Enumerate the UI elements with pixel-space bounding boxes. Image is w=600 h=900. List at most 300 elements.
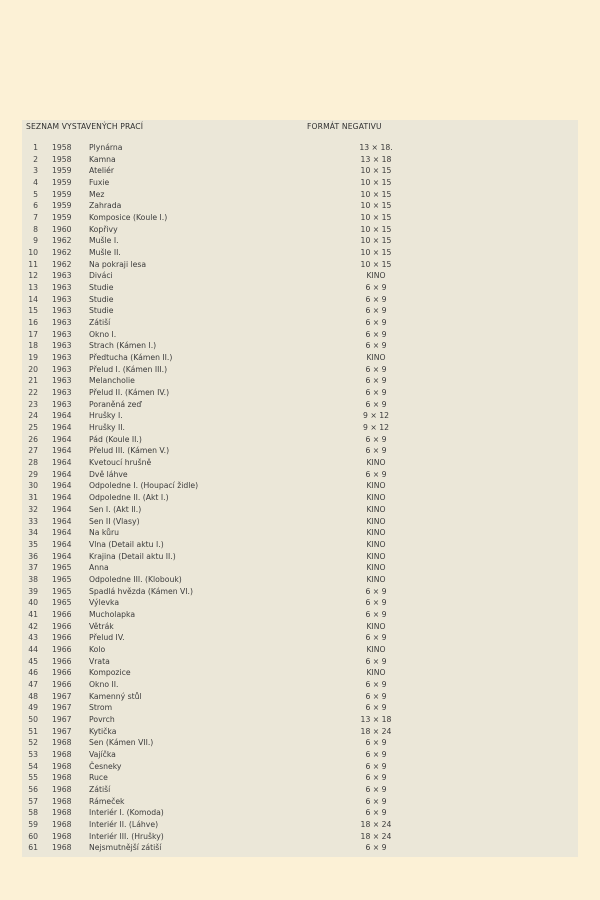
- item-year: 1968: [52, 808, 72, 818]
- item-number: 57: [28, 796, 38, 806]
- list-item: [0, 632, 600, 644]
- list-item: [0, 691, 600, 703]
- item-year: 1964: [52, 469, 72, 479]
- item-format: 10 × 15: [360, 248, 392, 258]
- item-title: Výlevka: [89, 598, 120, 608]
- item-format: 10 × 15: [360, 178, 392, 188]
- item-number: 39: [28, 586, 38, 596]
- item-title: Dvě láhve: [89, 469, 128, 479]
- item-title: Hrušky II.: [89, 423, 125, 433]
- item-format: KINO: [366, 493, 386, 503]
- list-item: [0, 422, 600, 434]
- item-number: 29: [28, 469, 38, 479]
- item-title: Vajíčka: [89, 749, 116, 759]
- item-year: 1959: [52, 178, 72, 188]
- list-item: [0, 586, 600, 598]
- item-title: Diváci: [89, 271, 113, 281]
- item-number: 15: [28, 306, 38, 316]
- list-item: [0, 329, 600, 341]
- item-year: 1965: [52, 598, 72, 608]
- item-title: Sen I. (Akt II.): [89, 504, 142, 514]
- item-title: Ateliér: [89, 166, 115, 176]
- item-year: 1967: [52, 726, 72, 736]
- list-item: [0, 259, 600, 271]
- list-item: [0, 364, 600, 376]
- item-format: 9 × 12: [362, 411, 389, 421]
- item-year: 1963: [52, 271, 72, 281]
- item-number: 51: [28, 726, 38, 736]
- item-format: 6 × 9: [365, 609, 387, 619]
- list-item: [0, 726, 600, 738]
- list-item: [0, 796, 600, 808]
- list-item: [0, 679, 600, 691]
- list-item: [0, 551, 600, 563]
- item-number: 13: [28, 283, 38, 293]
- item-format: KINO: [366, 481, 386, 491]
- list-item: [0, 702, 600, 714]
- item-number: 22: [28, 388, 38, 398]
- item-year: 1963: [52, 341, 72, 351]
- item-number: 54: [28, 761, 38, 771]
- item-year: 1959: [52, 166, 72, 176]
- item-format: KINO: [366, 563, 386, 573]
- item-format: 6 × 9: [365, 761, 387, 771]
- item-title: Interiér II. (Láhve): [89, 819, 159, 829]
- list-item: [0, 656, 600, 668]
- list-item: [0, 831, 600, 843]
- item-format: 6 × 9: [365, 843, 387, 853]
- item-number: 2: [33, 154, 38, 164]
- item-number: 18: [28, 341, 38, 351]
- item-format: KINO: [366, 528, 386, 538]
- item-title: Studie: [89, 283, 114, 293]
- item-format: KINO: [366, 516, 386, 526]
- list-item: [0, 165, 600, 177]
- item-year: 1964: [52, 504, 72, 514]
- item-number: 49: [28, 703, 38, 713]
- item-number: 59: [28, 819, 38, 829]
- list-item: [0, 189, 600, 201]
- list-item: [0, 177, 600, 189]
- item-number: 19: [28, 353, 38, 363]
- item-year: 1964: [52, 539, 72, 549]
- list-item: [0, 410, 600, 422]
- item-number: 38: [28, 574, 38, 584]
- list-item: [0, 399, 600, 411]
- item-title: Česneky: [89, 761, 122, 771]
- item-format: 6 × 9: [365, 679, 387, 689]
- item-format: 6 × 9: [365, 808, 387, 818]
- item-year: 1964: [52, 493, 72, 503]
- item-title: Melancholie: [89, 376, 135, 386]
- item-title: Přelud III. (Kámen V.): [89, 446, 170, 456]
- item-number: 27: [28, 446, 38, 456]
- item-format: 13 × 18: [360, 154, 392, 164]
- item-format: 6 × 9: [365, 656, 387, 666]
- item-year: 1967: [52, 714, 72, 724]
- item-title: Kytička: [89, 726, 117, 736]
- item-title: Rámeček: [89, 796, 125, 806]
- item-year: 1965: [52, 586, 72, 596]
- item-title: Mušle II.: [89, 248, 121, 258]
- item-format: 6 × 9: [365, 399, 387, 409]
- list-item: [0, 235, 600, 247]
- item-number: 43: [28, 633, 38, 643]
- item-number: 56: [28, 784, 38, 794]
- list-item: [0, 282, 600, 294]
- item-number: 23: [28, 399, 38, 409]
- item-format: KINO: [366, 539, 386, 549]
- item-year: 1963: [52, 388, 72, 398]
- item-number: 61: [28, 843, 38, 853]
- item-format: 6 × 9: [365, 318, 387, 328]
- item-year: 1962: [52, 248, 72, 258]
- item-format: 18 × 24: [360, 726, 392, 736]
- item-title: Sen (Kámen VII.): [89, 738, 154, 748]
- item-title: Kopřivy: [89, 224, 118, 234]
- list-item: [0, 644, 600, 656]
- item-number: 37: [28, 563, 38, 573]
- list-item: [0, 539, 600, 551]
- item-title: Zátiší: [89, 318, 111, 328]
- item-title: Poraněná zeď: [89, 399, 142, 409]
- item-number: 58: [28, 808, 38, 818]
- item-format: KINO: [366, 271, 386, 281]
- list-item: [0, 574, 600, 586]
- item-year: 1964: [52, 528, 72, 538]
- list-item: [0, 807, 600, 819]
- item-title: Plynárna: [89, 143, 123, 152]
- item-format: 6 × 9: [365, 341, 387, 351]
- item-title: Kamna: [89, 154, 116, 164]
- item-title: Mucholapka: [89, 609, 136, 619]
- item-number: 6: [33, 201, 38, 211]
- item-number: 42: [28, 621, 38, 631]
- item-year: 1968: [52, 831, 72, 841]
- item-format: 18 × 24: [360, 831, 392, 841]
- heading-exhibited-works: SEZNAM VYSTAVENÝCH PRACÍ: [26, 122, 144, 131]
- item-number: 17: [28, 329, 38, 339]
- item-number: 4: [33, 178, 38, 188]
- item-format: 10 × 15: [360, 236, 392, 246]
- item-number: 8: [33, 224, 38, 234]
- item-number: 31: [28, 493, 38, 503]
- item-year: 1964: [52, 458, 72, 468]
- list-item: [0, 352, 600, 364]
- item-format: 10 × 15: [360, 201, 392, 211]
- item-format: KINO: [366, 574, 386, 584]
- item-title: Strach (Kámen I.): [89, 341, 157, 351]
- item-year: 1966: [52, 609, 72, 619]
- item-number: 60: [28, 831, 38, 841]
- item-title: Kamenný stůl: [89, 691, 142, 701]
- works-list: [0, 142, 600, 854]
- item-year: 1966: [52, 633, 72, 643]
- item-year: 1959: [52, 201, 72, 211]
- item-format: 6 × 9: [365, 749, 387, 759]
- item-title: Kvetoucí hrušně: [89, 458, 152, 468]
- item-format: 18 × 24: [360, 819, 392, 829]
- heading-negative-format: FORMÁT NEGATIVU: [307, 122, 382, 131]
- list-item: [0, 469, 600, 481]
- item-format: KINO: [366, 621, 386, 631]
- list-item: [0, 562, 600, 574]
- item-format: 10 × 15: [360, 259, 392, 269]
- item-number: 52: [28, 738, 38, 748]
- item-title: Ruce: [89, 773, 108, 783]
- item-year: 1964: [52, 411, 72, 421]
- list-item: [0, 142, 600, 154]
- item-number: 46: [28, 668, 38, 678]
- item-year: 1964: [52, 423, 72, 433]
- item-year: 1958: [52, 154, 72, 164]
- item-year: 1964: [52, 434, 72, 444]
- item-title: Zátiší: [89, 784, 111, 794]
- item-year: 1963: [52, 376, 72, 386]
- item-number: 44: [28, 644, 38, 654]
- item-year: 1963: [52, 329, 72, 339]
- item-year: 1963: [52, 353, 72, 363]
- item-number: 36: [28, 551, 38, 561]
- list-item: [0, 737, 600, 749]
- item-year: 1962: [52, 259, 72, 269]
- item-title: Kompozice: [89, 668, 131, 678]
- list-item: [0, 819, 600, 831]
- item-format: KINO: [366, 504, 386, 514]
- item-title: Přelud II. (Kámen IV.): [89, 388, 170, 398]
- list-item: [0, 457, 600, 469]
- list-item: [0, 340, 600, 352]
- list-item: [0, 375, 600, 387]
- item-format: 6 × 9: [365, 773, 387, 783]
- list-item: [0, 784, 600, 796]
- item-year: 1968: [52, 738, 72, 748]
- item-year: 1959: [52, 213, 72, 223]
- item-number: 1: [33, 143, 38, 152]
- item-format: 6 × 9: [365, 796, 387, 806]
- list-item: [0, 305, 600, 317]
- list-item: [0, 480, 600, 492]
- item-format: 10 × 15: [360, 166, 392, 176]
- item-number: 28: [28, 458, 38, 468]
- item-year: 1965: [52, 574, 72, 584]
- item-number: 47: [28, 679, 38, 689]
- item-title: Okno I.: [89, 329, 117, 339]
- item-number: 32: [28, 504, 38, 514]
- item-format: 10 × 15: [360, 213, 392, 223]
- item-year: 1968: [52, 773, 72, 783]
- item-title: Větrák: [89, 621, 114, 631]
- item-format: 6 × 9: [365, 703, 387, 713]
- item-format: 6 × 9: [365, 283, 387, 293]
- item-year: 1966: [52, 644, 72, 654]
- item-number: 41: [28, 609, 38, 619]
- item-year: 1966: [52, 679, 72, 689]
- item-format: 13 × 18.: [359, 143, 393, 152]
- list-item: [0, 667, 600, 679]
- item-title: Studie: [89, 294, 114, 304]
- item-number: 10: [28, 248, 38, 258]
- item-number: 55: [28, 773, 38, 783]
- item-year: 1963: [52, 318, 72, 328]
- item-number: 30: [28, 481, 38, 491]
- item-title: Pád (Koule II.): [89, 434, 142, 444]
- item-number: 12: [28, 271, 38, 281]
- item-number: 20: [28, 364, 38, 374]
- list-item: [0, 621, 600, 633]
- item-year: 1965: [52, 563, 72, 573]
- item-year: 1960: [52, 224, 72, 234]
- item-year: 1964: [52, 516, 72, 526]
- item-title: Na pokraji lesa: [89, 259, 147, 269]
- item-year: 1962: [52, 236, 72, 246]
- item-year: 1963: [52, 306, 72, 316]
- list-item: [0, 504, 600, 516]
- item-format: 6 × 9: [365, 434, 387, 444]
- item-format: KINO: [366, 458, 386, 468]
- item-number: 11: [28, 259, 38, 269]
- item-format: 6 × 9: [365, 691, 387, 701]
- item-number: 50: [28, 714, 38, 724]
- item-format: 9 × 12: [362, 423, 389, 433]
- item-title: Předtucha (Kámen II.): [89, 353, 173, 363]
- item-number: 16: [28, 318, 38, 328]
- item-year: 1968: [52, 784, 72, 794]
- item-year: 1964: [52, 551, 72, 561]
- item-title: Povrch: [89, 714, 115, 724]
- item-year: 1959: [52, 189, 72, 199]
- list-item: [0, 609, 600, 621]
- item-title: Strom: [89, 703, 113, 713]
- item-title: Přelud I. (Kámen III.): [89, 364, 168, 374]
- item-format: 6 × 9: [365, 329, 387, 339]
- item-title: Zahrada: [89, 201, 122, 211]
- item-format: 6 × 9: [365, 364, 387, 374]
- item-format: 6 × 9: [365, 306, 387, 316]
- list-item: [0, 434, 600, 446]
- item-title: Komposice (Koule I.): [89, 213, 168, 223]
- item-number: 14: [28, 294, 38, 304]
- list-item: [0, 527, 600, 539]
- item-title: Kolo: [89, 644, 106, 654]
- item-year: 1966: [52, 656, 72, 666]
- item-number: 53: [28, 749, 38, 759]
- list-item: [0, 270, 600, 282]
- item-format: 10 × 15: [360, 189, 392, 199]
- item-number: 21: [28, 376, 38, 386]
- item-year: 1963: [52, 294, 72, 304]
- item-year: 1966: [52, 621, 72, 631]
- item-title: Vrata: [89, 656, 110, 666]
- item-year: 1964: [52, 481, 72, 491]
- item-title: Krajina (Detail aktu II.): [89, 551, 176, 561]
- item-number: 9: [33, 236, 38, 246]
- item-title: Interiér I. (Komoda): [89, 808, 164, 818]
- item-title: Fuxie: [89, 178, 110, 188]
- item-number: 35: [28, 539, 38, 549]
- item-number: 5: [33, 189, 38, 199]
- item-year: 1958: [52, 143, 72, 152]
- item-number: 7: [33, 213, 38, 223]
- item-title: Sen II (Vlasy): [89, 516, 140, 526]
- item-year: 1968: [52, 749, 72, 759]
- item-title: Studie: [89, 306, 114, 316]
- item-format: 6 × 9: [365, 388, 387, 398]
- list-item: [0, 212, 600, 224]
- item-number: 45: [28, 656, 38, 666]
- item-format: KINO: [366, 353, 386, 363]
- item-year: 1963: [52, 283, 72, 293]
- item-year: 1964: [52, 446, 72, 456]
- item-year: 1968: [52, 761, 72, 771]
- item-format: 13 × 18: [360, 714, 392, 724]
- item-number: 26: [28, 434, 38, 444]
- item-year: 1967: [52, 691, 72, 701]
- item-number: 40: [28, 598, 38, 608]
- list-item: [0, 224, 600, 236]
- item-title: Odpoledne III. (Klobouk): [89, 574, 182, 584]
- item-title: Vlna (Detail aktu I.): [89, 539, 164, 549]
- item-format: KINO: [366, 668, 386, 678]
- item-title: Anna: [89, 563, 109, 573]
- item-year: 1963: [52, 364, 72, 374]
- item-title: Interiér III. (Hrušky): [89, 831, 164, 841]
- item-number: 34: [28, 528, 38, 538]
- item-format: 6 × 9: [365, 633, 387, 643]
- item-title: Okno II.: [89, 679, 119, 689]
- item-number: 24: [28, 411, 38, 421]
- item-format: 6 × 9: [365, 586, 387, 596]
- list-item: [0, 761, 600, 773]
- item-format: 6 × 9: [365, 784, 387, 794]
- item-title: Na kůru: [89, 528, 120, 538]
- item-format: 6 × 9: [365, 598, 387, 608]
- item-format: KINO: [366, 551, 386, 561]
- list-item: [0, 445, 600, 457]
- item-year: 1966: [52, 668, 72, 678]
- item-title: Nejsmutnější zátiší: [89, 843, 162, 853]
- item-format: 6 × 9: [365, 469, 387, 479]
- item-year: 1968: [52, 796, 72, 806]
- list-item: [0, 247, 600, 259]
- item-format: 6 × 9: [365, 294, 387, 304]
- item-format: 6 × 9: [365, 738, 387, 748]
- item-format: 10 × 15: [360, 224, 392, 234]
- item-title: Přelud IV.: [89, 633, 125, 643]
- item-year: 1963: [52, 399, 72, 409]
- list-item: [0, 154, 600, 166]
- item-title: Mez: [89, 189, 105, 199]
- item-number: 48: [28, 691, 38, 701]
- list-item: [0, 387, 600, 399]
- list-item: [0, 492, 600, 504]
- item-title: Hrušky I.: [89, 411, 123, 421]
- item-year: 1967: [52, 703, 72, 713]
- list-item: [0, 772, 600, 784]
- list-item: [0, 714, 600, 726]
- item-format: KINO: [366, 644, 386, 654]
- item-title: Odpoledne II. (Akt I.): [89, 493, 169, 503]
- list-item: [0, 294, 600, 306]
- list-item: [0, 842, 600, 854]
- item-title: Odpoledne I. (Houpací židle): [89, 481, 199, 491]
- list-item: [0, 749, 600, 761]
- list-item: [0, 200, 600, 212]
- item-format: 6 × 9: [365, 376, 387, 386]
- item-year: 1968: [52, 843, 72, 853]
- item-year: 1968: [52, 819, 72, 829]
- item-number: 3: [33, 166, 38, 176]
